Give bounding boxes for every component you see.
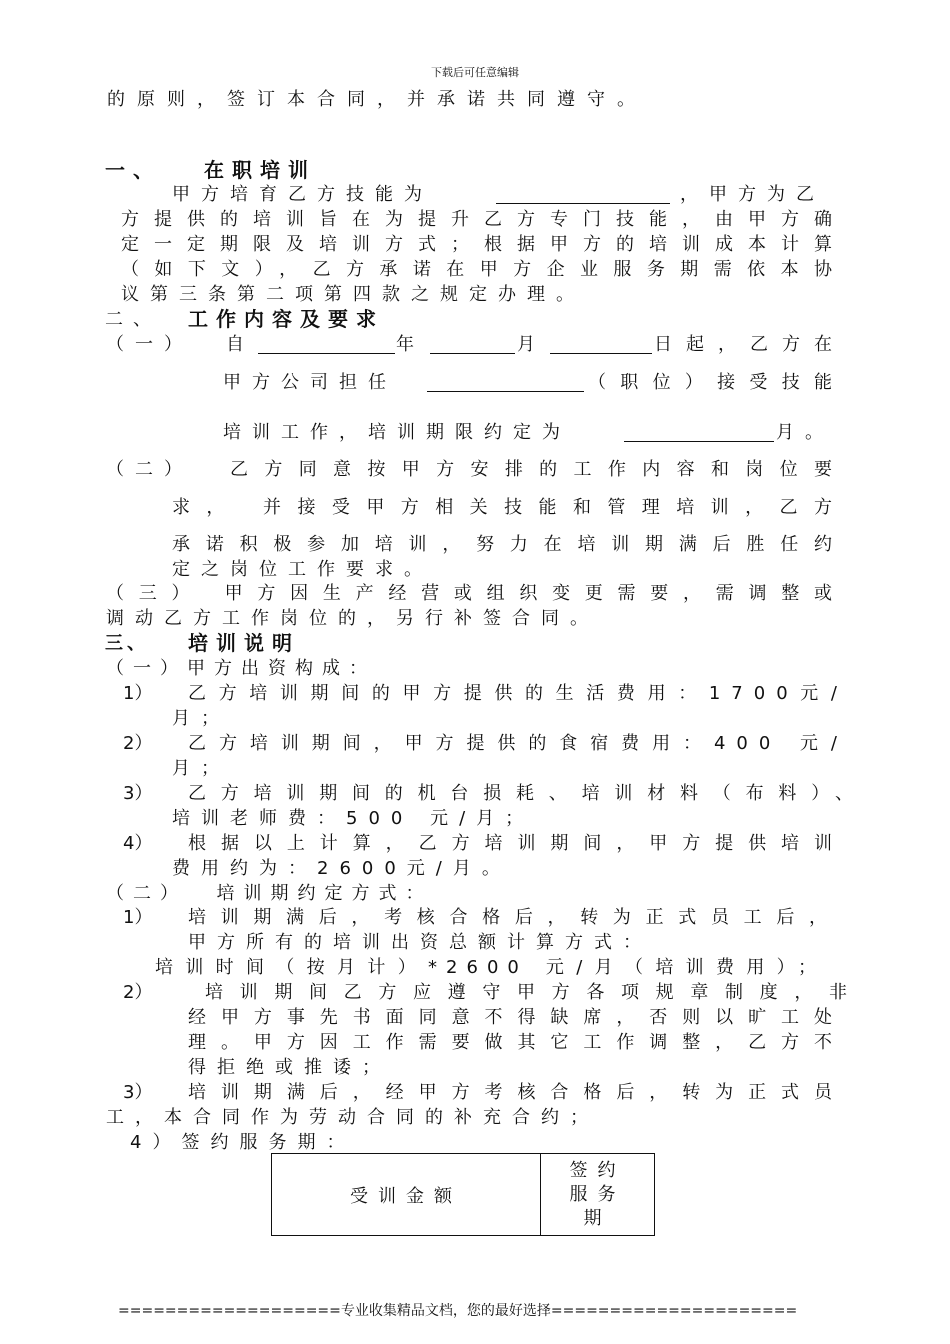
sec2-item2-line3: 承诺积极参加培训，努力在培训期满后胜任约 [172, 534, 843, 555]
sec2-item1-line3a: 培训工作，培训期限约定为 [223, 422, 571, 443]
sec1-line1b: ，甲方为乙 [680, 184, 825, 205]
sec2-item1-month: 月 [517, 334, 535, 355]
sec1-line3: 定一定期限及培训方式；根据甲方的培训成本计算 [121, 234, 843, 255]
sec1-line4: （如下文），乙方承诺在甲方企业服务期需依本协 [121, 259, 843, 280]
table-cell-amount: 受训金额 [272, 1154, 541, 1236]
q1-line3: 培训时间（按月计）*2600 元/月（培训费用）； [155, 957, 825, 978]
sec2-title: 工作内容及要求 [188, 307, 384, 331]
sec3-group1: （一）甲方出资构成： [106, 658, 376, 679]
p3-line2: 培训老师费：500 元/月； [172, 808, 535, 829]
blank-year [258, 335, 395, 354]
footer-banner: ===================专业收集精品文档，您的最好选择===================== [118, 1303, 798, 1319]
p3-number: 3） [123, 783, 153, 804]
sec1-line1a: 甲方培育乙方技能为 [172, 184, 433, 205]
p1-number: 1） [123, 683, 153, 704]
sec2-item2-line2: 求， 并接受甲方相关技能和管理培训，乙方 [172, 497, 843, 518]
blank-day [550, 335, 652, 354]
sec2-item1-from: 自 [226, 334, 244, 355]
blank-position [427, 373, 584, 392]
table-cell-service-line2: 服务 [569, 1183, 626, 1205]
q4-line: 4）签约服务期： [130, 1132, 356, 1153]
q2-line2: 经甲方事先书面同意不得缺席，否则以旷工处 [188, 1007, 843, 1028]
sec3-title: 培训说明 [188, 631, 300, 655]
table-cell-service-period [541, 1154, 655, 1236]
blank-period [624, 423, 774, 442]
sec2-item1-day: 日起，乙方在 [654, 334, 843, 355]
p3-line1: 乙方培训期间的机台损耗、培训材料（布料）、 [188, 783, 864, 804]
sec1-line5: 议第三条第二项第四款之规定办理。 [121, 284, 585, 305]
p2-number: 2） [123, 733, 153, 754]
sec2-item1-line2a: 甲方公司担任 [223, 372, 397, 393]
p2-line2: 月； [172, 758, 230, 779]
sec2-item2-number: （二） [106, 459, 193, 480]
q3-line1: 培训期满后，经甲方考核合格后，转为正式员 [188, 1082, 843, 1103]
sec2-item1-number: （一） [106, 334, 193, 355]
sec2-item2-line4: 定之岗位工作要求。 [172, 559, 433, 580]
sec3-group2: （二） 培训期约定方式： [106, 883, 433, 904]
sec1-number: 一、 [105, 158, 161, 182]
q2-line4: 得拒绝或推诿； [188, 1057, 391, 1078]
table-cell-service-line1: 签约 [569, 1159, 626, 1181]
sec2-item1-year: 年 [396, 334, 414, 355]
q2-line1: 培训期间乙方应遵守甲方各项规章制度，非 [205, 982, 858, 1003]
q1-line2: 甲方所有的培训出资总额计算方式： [188, 932, 652, 953]
q3-line2: 工，本合同作为劳动合同的补充合约； [106, 1107, 599, 1128]
service-table [271, 1153, 655, 1236]
header-note: 下载后可任意编辑 [431, 66, 519, 79]
sec2-item1-line3b: 月。 [776, 422, 834, 443]
q1-line1: 培训期满后，考核合格后，转为正式员工后， [188, 907, 838, 928]
blank-skill [496, 185, 670, 204]
q3-number: 3） [123, 1082, 153, 1103]
intro-line: 的原则，签订本合同，并承诺共同遵守。 [107, 89, 647, 110]
sec2-item3-line2: 调动乙方工作岗位的，另行补签合同。 [106, 608, 599, 629]
blank-month [430, 335, 515, 354]
sec2-number: 二、 [105, 309, 161, 330]
p4-line2: 费用约为：2600元/月。 [172, 858, 511, 879]
sec2-item3-line1: （三） 甲方因生产经营或组织变更需要，需调整或 [106, 583, 843, 604]
p1-line1: 乙方培训期间的甲方提供的生活费用：1700元/ [188, 683, 848, 704]
p4-number: 4） [123, 833, 153, 854]
q1-number: 1） [123, 907, 153, 928]
sec3-number: 三、 [105, 633, 149, 654]
table-cell-service-line3: 期 [583, 1207, 612, 1229]
sec2-item1-line2b: （职位）接受技能 [588, 372, 843, 393]
p2-line1: 乙方培训期间，甲方提供的食宿费用：400 元/ [188, 733, 848, 754]
p1-line2: 月； [172, 708, 230, 729]
q2-number: 2） [123, 982, 153, 1003]
sec1-title: 在职培训 [204, 158, 316, 182]
sec2-item2-line1: 乙方同意按甲方安排的工作内容和岗位要 [230, 459, 843, 480]
p4-line1: 根据以上计算，乙方培训期间，甲方提供培训 [188, 833, 843, 854]
q2-line3: 理。甲方因工作需要做其它工作调整，乙方不 [188, 1032, 843, 1053]
sec1-line2: 方提供的培训旨在为提升乙方专门技能，由甲方确 [121, 209, 843, 230]
